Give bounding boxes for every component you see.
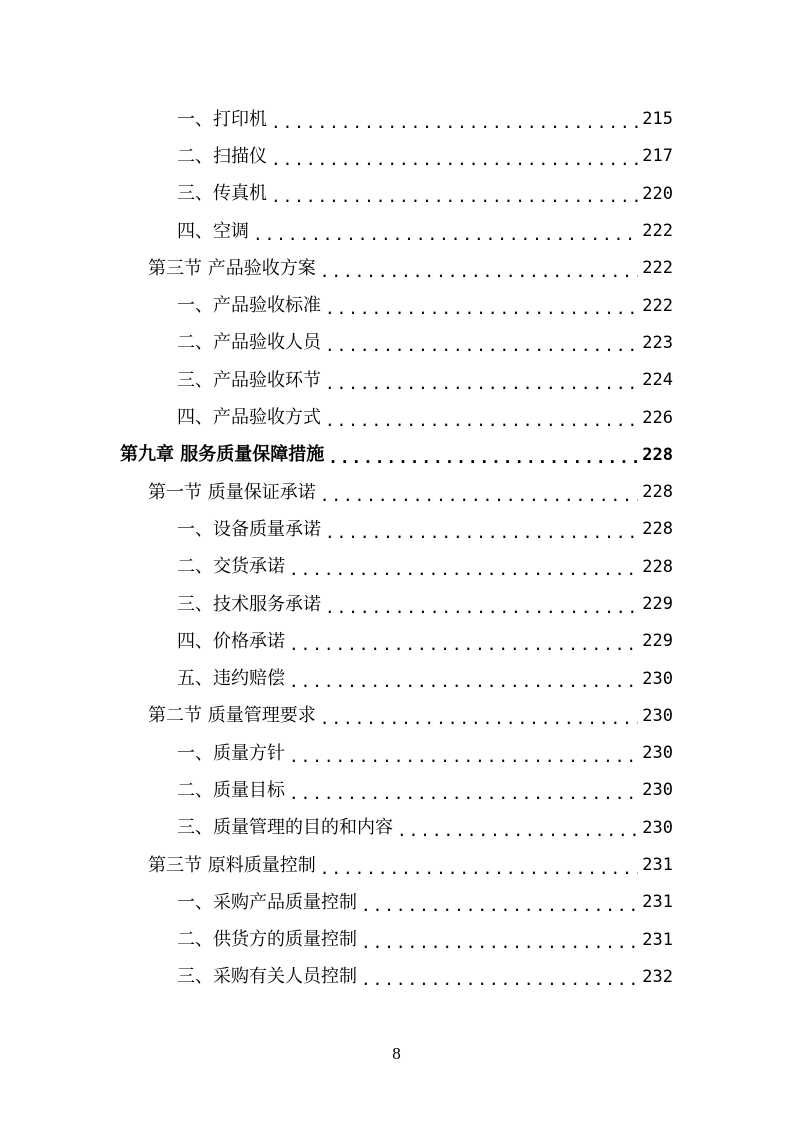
toc-leader-dots bbox=[328, 450, 638, 466]
toc-entry[interactable] bbox=[0, 884, 793, 921]
toc-leader-dots bbox=[361, 935, 638, 951]
toc-leader-dots bbox=[320, 861, 639, 877]
toc-entry-page: 228 bbox=[642, 556, 673, 577]
toc-entry-label: 二、供货方的质量控制 bbox=[177, 929, 357, 951]
toc-entry-label: 四、价格承诺 bbox=[177, 630, 285, 652]
toc-entry[interactable] bbox=[0, 549, 793, 586]
toc-leader-dots bbox=[271, 115, 638, 131]
toc-leader-dots bbox=[289, 749, 638, 765]
toc-entry[interactable] bbox=[0, 959, 793, 996]
toc-entry-page: 228 bbox=[642, 519, 673, 540]
toc-entry[interactable] bbox=[0, 735, 793, 772]
toc-entry[interactable] bbox=[0, 623, 793, 660]
toc-section[interactable] bbox=[0, 474, 793, 511]
toc-entry-label: 一、设备质量承诺 bbox=[177, 518, 321, 540]
toc-entry-label: 第三节 产品验收方案 bbox=[148, 257, 316, 279]
toc-entry[interactable] bbox=[0, 772, 793, 809]
toc-entry-page: 222 bbox=[642, 221, 673, 242]
toc-entry-label: 一、质量方针 bbox=[177, 742, 285, 764]
toc-entry-page: 230 bbox=[642, 705, 673, 726]
toc-entry[interactable] bbox=[0, 101, 793, 138]
toc-entry-page: 228 bbox=[642, 444, 673, 465]
toc-entry-page: 229 bbox=[642, 631, 673, 652]
toc-entry-page: 222 bbox=[642, 258, 673, 279]
toc-entry[interactable] bbox=[0, 399, 793, 436]
toc-entry-page: 229 bbox=[642, 594, 673, 614]
toc-entry-label: 第九章 服务质量保障措施 bbox=[120, 444, 325, 466]
toc-section[interactable] bbox=[0, 250, 793, 287]
toc-entry-page: 215 bbox=[642, 109, 673, 130]
toc-leader-dots bbox=[325, 376, 638, 392]
toc-leader-dots bbox=[289, 637, 638, 653]
toc-section[interactable] bbox=[0, 847, 793, 884]
toc-entry-label: 三、技术服务承诺 bbox=[177, 593, 321, 615]
toc-entry-page: 223 bbox=[642, 332, 673, 353]
toc-entry-label: 二、扫描仪 bbox=[177, 145, 267, 167]
toc-section[interactable] bbox=[0, 698, 793, 735]
toc-leader-dots bbox=[289, 674, 638, 690]
toc-entry-label: 二、交货承诺 bbox=[177, 556, 285, 578]
toc-entry-label: 四、产品验收方式 bbox=[177, 407, 321, 429]
toc-entry[interactable] bbox=[0, 511, 793, 548]
toc-entry-label: 三、采购有关人员控制 bbox=[177, 966, 357, 988]
toc-leader-dots bbox=[289, 562, 638, 578]
toc-entry-page: 222 bbox=[642, 295, 673, 316]
toc-entry-label: 四、空调 bbox=[177, 220, 249, 242]
toc-entry-label: 一、采购产品质量控制 bbox=[177, 891, 357, 913]
toc-leader-dots bbox=[361, 972, 638, 988]
toc-leader-dots bbox=[361, 898, 638, 914]
page-number: 8 bbox=[392, 1044, 401, 1063]
toc-entry-page: 224 bbox=[642, 370, 673, 391]
toc-leader-dots bbox=[253, 227, 638, 243]
toc-entry-label: 一、打印机 bbox=[177, 108, 267, 130]
toc-entry-page: 230 bbox=[642, 780, 673, 801]
table-of-contents bbox=[0, 101, 793, 996]
toc-entry-page: 217 bbox=[642, 146, 673, 167]
toc-entry[interactable] bbox=[0, 586, 793, 623]
toc-entry-label: 三、产品验收环节 bbox=[177, 369, 321, 391]
toc-entry[interactable] bbox=[0, 138, 793, 175]
toc-leader-dots bbox=[325, 338, 638, 354]
toc-leader-dots bbox=[289, 786, 638, 802]
toc-entry-page: 232 bbox=[642, 966, 673, 987]
toc-entry-label: 三、传真机 bbox=[177, 183, 267, 205]
toc-leader-dots bbox=[320, 488, 639, 504]
toc-chapter[interactable] bbox=[0, 437, 793, 474]
toc-entry-page: 230 bbox=[642, 668, 673, 689]
toc-leader-dots bbox=[271, 189, 638, 205]
toc-entry-label: 第三节 原料质量控制 bbox=[148, 854, 316, 876]
toc-entry-page: 226 bbox=[642, 407, 673, 428]
toc-entry-label: 二、质量目标 bbox=[177, 779, 285, 801]
toc-entry-label: 第二节 质量管理要求 bbox=[148, 705, 316, 727]
toc-entry[interactable] bbox=[0, 176, 793, 213]
toc-entry[interactable] bbox=[0, 810, 793, 847]
toc-leader-dots bbox=[325, 600, 638, 616]
toc-entry-label: 五、违约赔偿 bbox=[177, 668, 285, 690]
toc-entry[interactable] bbox=[0, 287, 793, 324]
toc-entry-page: 230 bbox=[642, 817, 673, 838]
toc-entry[interactable] bbox=[0, 660, 793, 697]
toc-leader-dots bbox=[325, 301, 638, 317]
toc-entry-page: 231 bbox=[642, 855, 673, 876]
toc-entry-label: 二、产品验收人员 bbox=[177, 332, 321, 354]
toc-entry-page: 220 bbox=[642, 183, 673, 204]
toc-leader-dots bbox=[320, 264, 639, 280]
toc-entry-label: 一、产品验收标准 bbox=[177, 295, 321, 317]
toc-leader-dots bbox=[325, 413, 638, 429]
toc-entry-label: 三、质量管理的目的和内容 bbox=[177, 817, 393, 839]
toc-leader-dots bbox=[325, 525, 638, 541]
toc-leader-dots bbox=[271, 152, 638, 168]
toc-entry-page: 231 bbox=[642, 892, 673, 913]
toc-entry-page: 228 bbox=[642, 482, 673, 503]
toc-entry[interactable] bbox=[0, 362, 793, 399]
toc-leader-dots bbox=[320, 711, 639, 727]
toc-entry[interactable] bbox=[0, 922, 793, 959]
toc-entry[interactable] bbox=[0, 213, 793, 250]
toc-entry-page: 230 bbox=[642, 743, 673, 764]
toc-leader-dots bbox=[397, 823, 638, 839]
toc-entry-page: 231 bbox=[642, 929, 673, 950]
toc-entry-label: 第一节 质量保证承诺 bbox=[148, 481, 316, 503]
toc-entry[interactable] bbox=[0, 325, 793, 362]
